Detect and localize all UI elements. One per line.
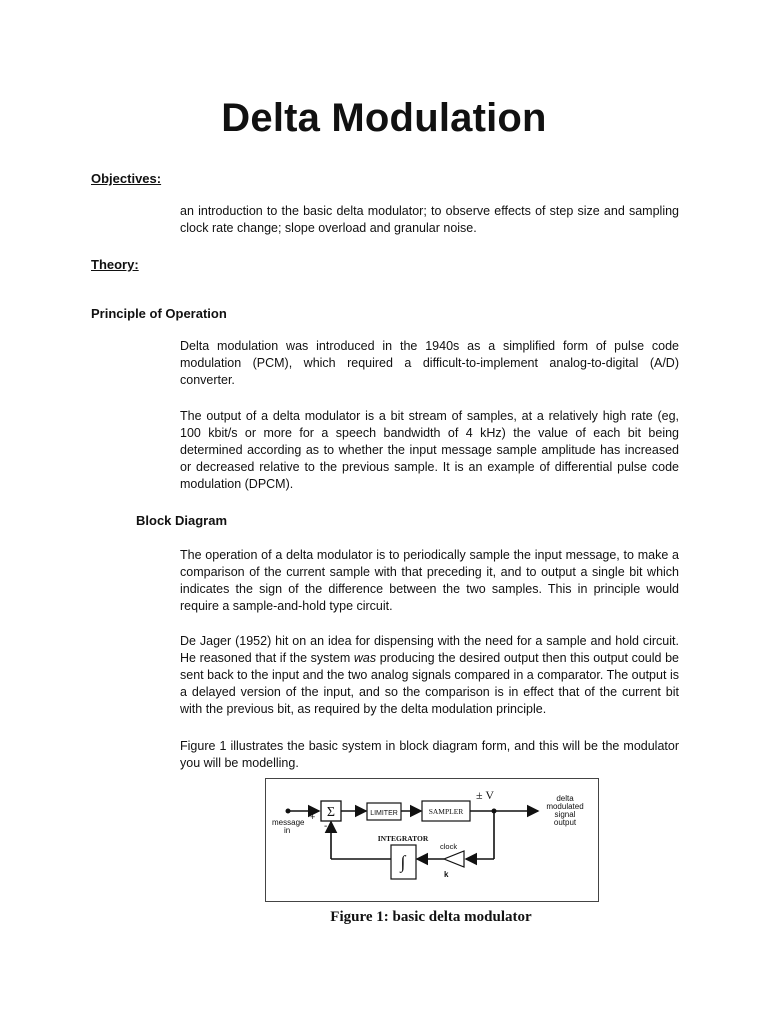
message-in-label-1: message [272,818,305,827]
sampler-label: SAMPLER [428,807,464,816]
principle-paragraph-2: The output of a delta modulator is a bit stream of samples, at a relatively high rate (eg, 100 kbit/s or more for a speech bandwidth of 4 kHz) the value of each bit being determined according as to whether the input message sample amplitude has increased or decreased relative to the previous sample. It is an example of differential pulse code modulation (DPCM). [180,409,679,491]
output-label-4: output [553,818,577,827]
principle-heading: Principle of Operation [91,306,227,321]
objectives-heading: Objectives: [91,171,162,186]
pm-v-label: ± V [476,788,495,802]
limiter-label: LIMITER [370,810,398,817]
clock-label: clock [440,842,458,851]
emphasis-was: was [353,651,377,665]
plus-sign: + [310,812,316,822]
integrator-label: INTEGRATOR [377,834,429,843]
block-diagram-paragraph-1: The operation of a delta modulator is to periodically sample the input message, to make a comparison of the current sample with that preceding it, and to output a single bit which indicates the sign of the difference between the two samples. This in principle would require a sample-and-hold type circuit. [180,548,679,613]
page-title: Delta Modulation [221,96,547,140]
figure-caption: Figure 1: basic delta modulator [330,909,532,925]
theory-heading: Theory: [91,257,139,272]
k-label: k [444,870,449,879]
minus-sign: - [324,821,328,832]
output-label-2: modulated [546,802,584,811]
message-in-label-2: in [284,826,291,835]
output-label-3: signal [554,810,576,819]
integral-symbol: ∫ [400,852,406,872]
sigma-symbol: Σ [326,805,336,820]
block-diagram-paragraph-2: De Jager (1952) hit on an idea for dispensing with the need for a sample and hold circuit. He reasoned that if the system was producing the desired output then this output could be sent back to the input and the two analog signals compared in a comparator. The output is a delayed version of the input, and so the comparison is in effect that of the current bit with the previous bit, as required by the delta modulation principle. [180,634,679,716]
block-diagram-figure [265,778,599,902]
gain-triangle [444,851,464,867]
objectives-text: an introduction to the basic delta modulator; to observe effects of step size and sampling clock rate change; slope overload and granular noise. [180,204,679,235]
output-label-1: delta [556,794,574,803]
block-diagram-heading: Block Diagram [136,513,228,528]
block-diagram-paragraph-3: Figure 1 illustrates the basic system in block diagram form, and this will be the modulator you will be modelling. [180,739,679,770]
principle-paragraph-1: Delta modulation was introduced in the 1940s as a simplified form of pulse code modulation (PCM), which required a difficult-to-implement analog-to-digital (A/D) converter. [180,339,679,387]
delta-modulator-diagram [266,779,598,901]
